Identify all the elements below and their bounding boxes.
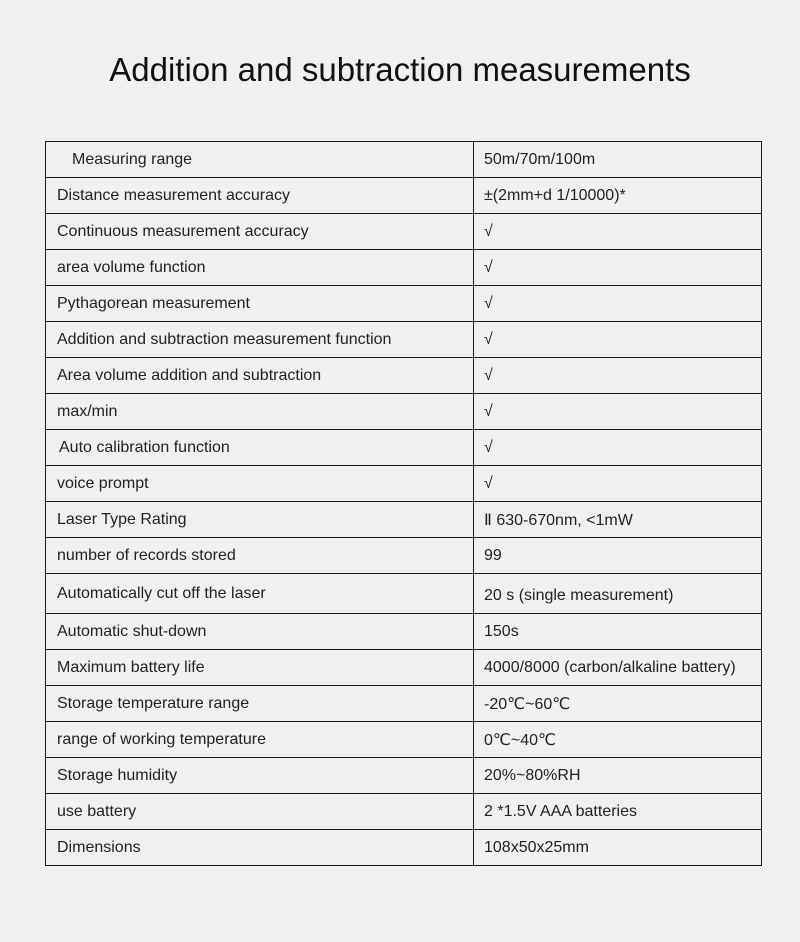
page-title: Addition and subtraction measurements [109, 51, 691, 88]
spec-value: √ [474, 430, 762, 466]
spec-value: Ⅱ 630-670nm, <1mW [474, 502, 762, 538]
spec-value: 108x50x25mm [474, 830, 762, 866]
spec-value: √ [474, 466, 762, 502]
spec-label: Storage temperature range [46, 686, 474, 722]
spec-label: Storage humidity [46, 758, 474, 794]
spec-value: √ [474, 322, 762, 358]
table-row [46, 250, 762, 286]
spec-value: √ [474, 250, 762, 286]
table-row [46, 358, 762, 394]
spec-label: Addition and subtraction measurement function [46, 322, 474, 358]
spec-label: Auto calibration function [46, 430, 474, 466]
spec-value: 0℃~40℃ [474, 722, 762, 758]
spec-value: -20℃~60℃ [474, 686, 762, 722]
table-row [46, 830, 762, 866]
table-row [46, 286, 762, 322]
spec-label: Continuous measurement accuracy [46, 214, 474, 250]
spec-label: voice prompt [46, 466, 474, 502]
table-row [46, 142, 762, 178]
table-row [46, 430, 762, 466]
spec-label: Automatic shut-down [46, 614, 474, 650]
spec-value: √ [474, 286, 762, 322]
spec-label: number of records stored [46, 538, 474, 574]
table-row [46, 466, 762, 502]
spec-value: 50m/70m/100m [474, 142, 762, 178]
table-row [46, 214, 762, 250]
table-row [46, 538, 762, 574]
spec-label: use battery [46, 794, 474, 830]
spec-label: area volume function [46, 250, 474, 286]
spec-value: 150s [474, 614, 762, 650]
spec-label: Automatically cut off the laser [46, 574, 474, 614]
table-row [46, 502, 762, 538]
spec-label: Distance measurement accuracy [46, 178, 474, 214]
table-row [46, 178, 762, 214]
spec-value: 2 *1.5V AAA batteries [474, 794, 762, 830]
table-row [46, 794, 762, 830]
spec-value: 20 s (single measurement) [474, 574, 762, 614]
spec-value: √ [474, 358, 762, 394]
spec-value: 20%~80%RH [474, 758, 762, 794]
spec-label: Maximum battery life [46, 650, 474, 686]
spec-label: Dimensions [46, 830, 474, 866]
table-row [46, 686, 762, 722]
table-row [46, 722, 762, 758]
spec-label: max/min [46, 394, 474, 430]
spec-value: 4000/8000 (carbon/alkaline battery) [474, 650, 762, 686]
spec-label: range of working temperature [46, 722, 474, 758]
spec-label: Laser Type Rating [46, 502, 474, 538]
spec-label: Area volume addition and subtraction [46, 358, 474, 394]
table-row [46, 574, 762, 614]
table-row [46, 322, 762, 358]
table-row [46, 614, 762, 650]
table-row [46, 758, 762, 794]
spec-label: Measuring range [46, 142, 474, 178]
spec-table [45, 141, 762, 866]
table-row [46, 650, 762, 686]
spec-value: ±(2mm+d 1/10000)* [474, 178, 762, 214]
spec-value: √ [474, 394, 762, 430]
spec-value: √ [474, 214, 762, 250]
spec-value: 99 [474, 538, 762, 574]
table-row [46, 394, 762, 430]
spec-label: Pythagorean measurement [46, 286, 474, 322]
